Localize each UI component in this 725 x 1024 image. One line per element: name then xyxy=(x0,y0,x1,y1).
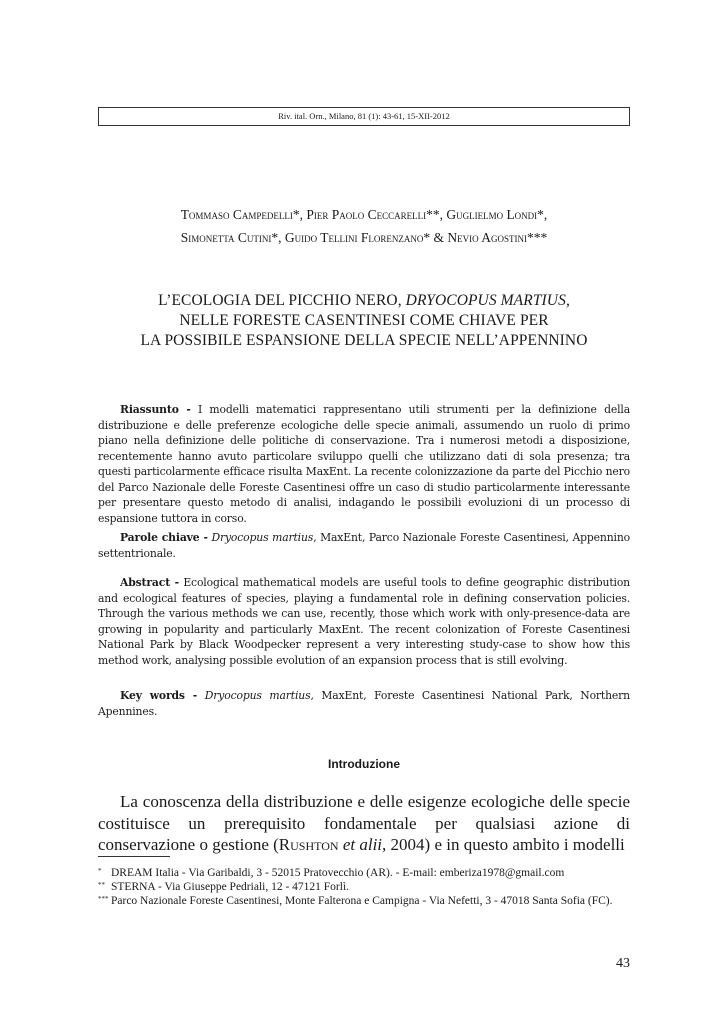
parole-chiave-rest: , MaxEnt, Parco Nazionale Foreste Casentinesi, Appennino settentrionale. xyxy=(98,531,630,560)
intro-text-pre: La conoscenza della distribuzione e delle esigenze ecologiche delle specie costituisce un prerequisito fondamentale per qualsiasi azione di conservazione o gestione ( xyxy=(98,792,630,854)
riassunto-text: I modelli matematici rappresentano utili strumenti per la definizione della distribuzione e delle preferenze ecologiche delle specie animali, assumendo un ruolo di primo piano nella definizione delle politiche di conservazione. Tra i numerosi metodi a disposizione, recentemente hanno avuto particolare sviluppo quelli che utilizzano dati di sola presenza; tra questi particolarmente efficace risulta MaxEnt. La recente colonizzazione da parte del Picchio nero del Parco Nazionale delle Foreste Casentinesi offre un caso di studio particolarmente interessante per presentare questo metodo di analisi, indagando le possibili evoluzioni di un processo di espansione tuttora in corso. xyxy=(98,403,630,525)
footnote-1-mark: * xyxy=(98,867,102,875)
footnote-3-text: Parco Nazionale Foreste Casentinesi, Monte Falterona e Campigna - Via Nefetti, 3 - 47018 Santa Sofia (FC). xyxy=(111,895,613,907)
title-line-3: LA POSSIBILE ESPANSIONE DELLA SPECIE NELL’APPENNINO xyxy=(140,332,588,349)
author-list xyxy=(98,203,630,249)
footnote-rule xyxy=(98,856,170,857)
introduzione-text xyxy=(98,791,630,856)
parole-chiave-paragraph xyxy=(98,530,630,561)
key-words-rest: , MaxEnt, Foreste Casentinesi National Park, Northern Apennines. xyxy=(98,689,630,718)
footnote-1 xyxy=(98,866,630,880)
parole-chiave-label: Parole chiave - xyxy=(120,531,208,544)
riassunto-label: Riassunto - xyxy=(120,403,191,416)
intro-cite-author: Rushton xyxy=(278,835,339,854)
page-number: 43 xyxy=(616,956,630,971)
key-words-label: Key words - xyxy=(120,689,198,702)
key-words-species: Dryocopus martius xyxy=(204,689,311,702)
authors-line-1: Tommaso Campedelli*, Pier Paolo Ceccarelli**, Guglielmo Londi*, xyxy=(180,207,548,222)
footnote-3-mark: *** xyxy=(98,895,109,903)
footnote-3 xyxy=(98,894,630,908)
introduzione-heading: Introduzione xyxy=(328,757,400,771)
parole-chiave-species: Dryocopus martius xyxy=(211,531,314,544)
authors-line-2: Simonetta Cutini*, Guido Tellini Florenzano* & Nevio Agostini*** xyxy=(180,230,548,245)
footnote-2 xyxy=(98,880,630,894)
abstract-label: Abstract - xyxy=(120,576,180,589)
abstract-text: Ecological mathematical models are useful tools to define geographic distribution and ecological features of species, playing a fundamental role in defining conservation policies. Through the various methods we can use, recently, those which work with only-presence-data are growing in popularity and particularly MaxEnt. The recent colonization of Foreste Casentinesi National Park by Black Woodpecker represent a very interesting study-case to show how this method work, analysing possible evolution of an expansion process that is still evolving. xyxy=(98,576,630,667)
footnote-2-text: STERNA - Via Giuseppe Pedriali, 12 - 47121 Forlì. xyxy=(111,881,350,893)
title-line-1 xyxy=(98,291,630,311)
paper-title xyxy=(98,291,630,351)
abstract-paragraph xyxy=(98,575,630,668)
key-words-paragraph xyxy=(98,688,630,719)
title-line-1-text: L’ECOLOGIA DEL PICCHIO NERO, xyxy=(158,292,406,309)
footnote-2-mark: ** xyxy=(98,881,105,889)
footnote-1-text: DREAM Italia - Via Garibaldi, 3 - 52015 Pratovecchio (AR). - E-mail: emberiza1978@gmail.com xyxy=(111,867,565,879)
intro-cite-etal: et alii, xyxy=(338,835,387,854)
intro-text-post: 2004) e in questo ambito i modelli xyxy=(386,835,625,854)
journal-citation: Riv. ital. Orn., Milano, 81 (1): 43-61, 15-XII-2012 xyxy=(98,107,630,126)
title-species: DRYOCOPUS MARTIUS, xyxy=(405,292,570,309)
title-line-2: NELLE FORESTE CASENTINESI COME CHIAVE PER xyxy=(179,312,549,329)
riassunto-paragraph xyxy=(98,402,630,526)
